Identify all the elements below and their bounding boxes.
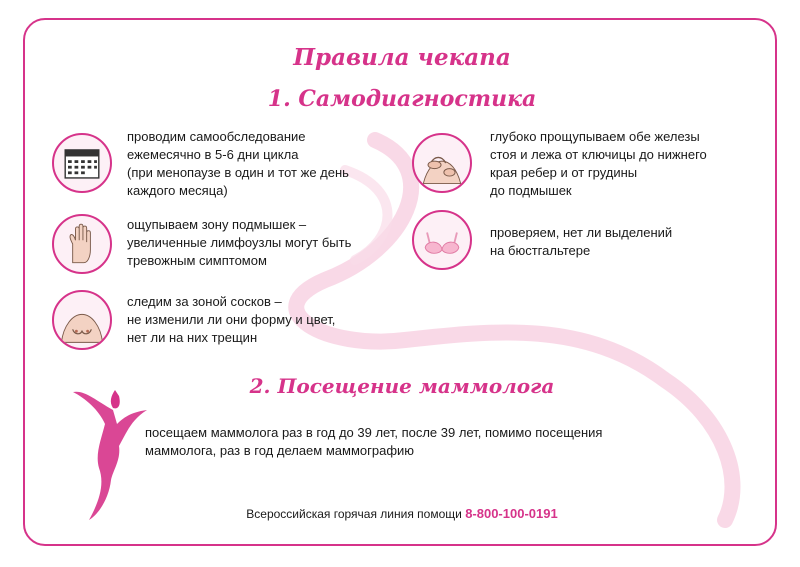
chest-icon	[52, 290, 112, 350]
palpation-text	[490, 128, 707, 200]
text-line: ежемесячно в 5-6 дни цикла	[127, 147, 299, 162]
hotline	[25, 506, 777, 521]
bra-discharge-text	[490, 224, 672, 260]
text-line: (при менопаузе в один и тот же день	[127, 165, 349, 180]
text-line: увеличенные лимфоузлы могут быть	[127, 235, 352, 250]
text-line: маммолога, раз в год делаем маммографию	[145, 443, 415, 458]
text-line: на бюстгальтере	[490, 243, 591, 258]
section-heading-self-exam: 1. Самодиагностика	[267, 86, 537, 112]
hand-icon	[52, 214, 112, 274]
text-line: края ребер и от грудины	[490, 165, 638, 180]
hotline-phone[interactable]: 8-800-100-0191	[465, 506, 558, 521]
text-line: проводим самообследование	[127, 129, 306, 144]
text-line: проверяем, нет ли выделений	[490, 225, 673, 240]
text-line: каждого месяца)	[127, 183, 228, 198]
info-card	[23, 18, 777, 546]
text-line: тревожным симптомом	[127, 253, 267, 268]
page-title: Правила чекапа	[293, 44, 511, 71]
text-line: ощупываем зону подмышек –	[127, 217, 307, 232]
bra-icon	[412, 210, 472, 270]
text-line: до подмышек	[490, 183, 572, 198]
palpation-icon	[412, 133, 472, 193]
text-line: посещаем маммолога раз в год до 39 лет, после 39 лет, помимо посещения	[145, 425, 603, 440]
underarm-check-text	[127, 216, 351, 270]
section-heading-mammologist: 2. Посещение маммолога	[249, 374, 555, 398]
text-line: стоя и лежа от ключицы до нижнего	[490, 147, 707, 162]
text-line: следим за зоной сосков –	[127, 294, 282, 309]
text-line: глубоко прощупываем обе железы	[490, 129, 700, 144]
hotline-label: Всероссийская горячая линия помощи	[246, 507, 462, 521]
text-line: не изменили ли они форму и цвет,	[127, 312, 336, 327]
mammologist-text	[145, 424, 602, 460]
self-exam-monthly-text	[127, 128, 349, 200]
calendar-icon	[52, 133, 112, 193]
text-line: нет ли на них трещин	[127, 330, 258, 345]
nipple-check-text	[127, 293, 335, 347]
